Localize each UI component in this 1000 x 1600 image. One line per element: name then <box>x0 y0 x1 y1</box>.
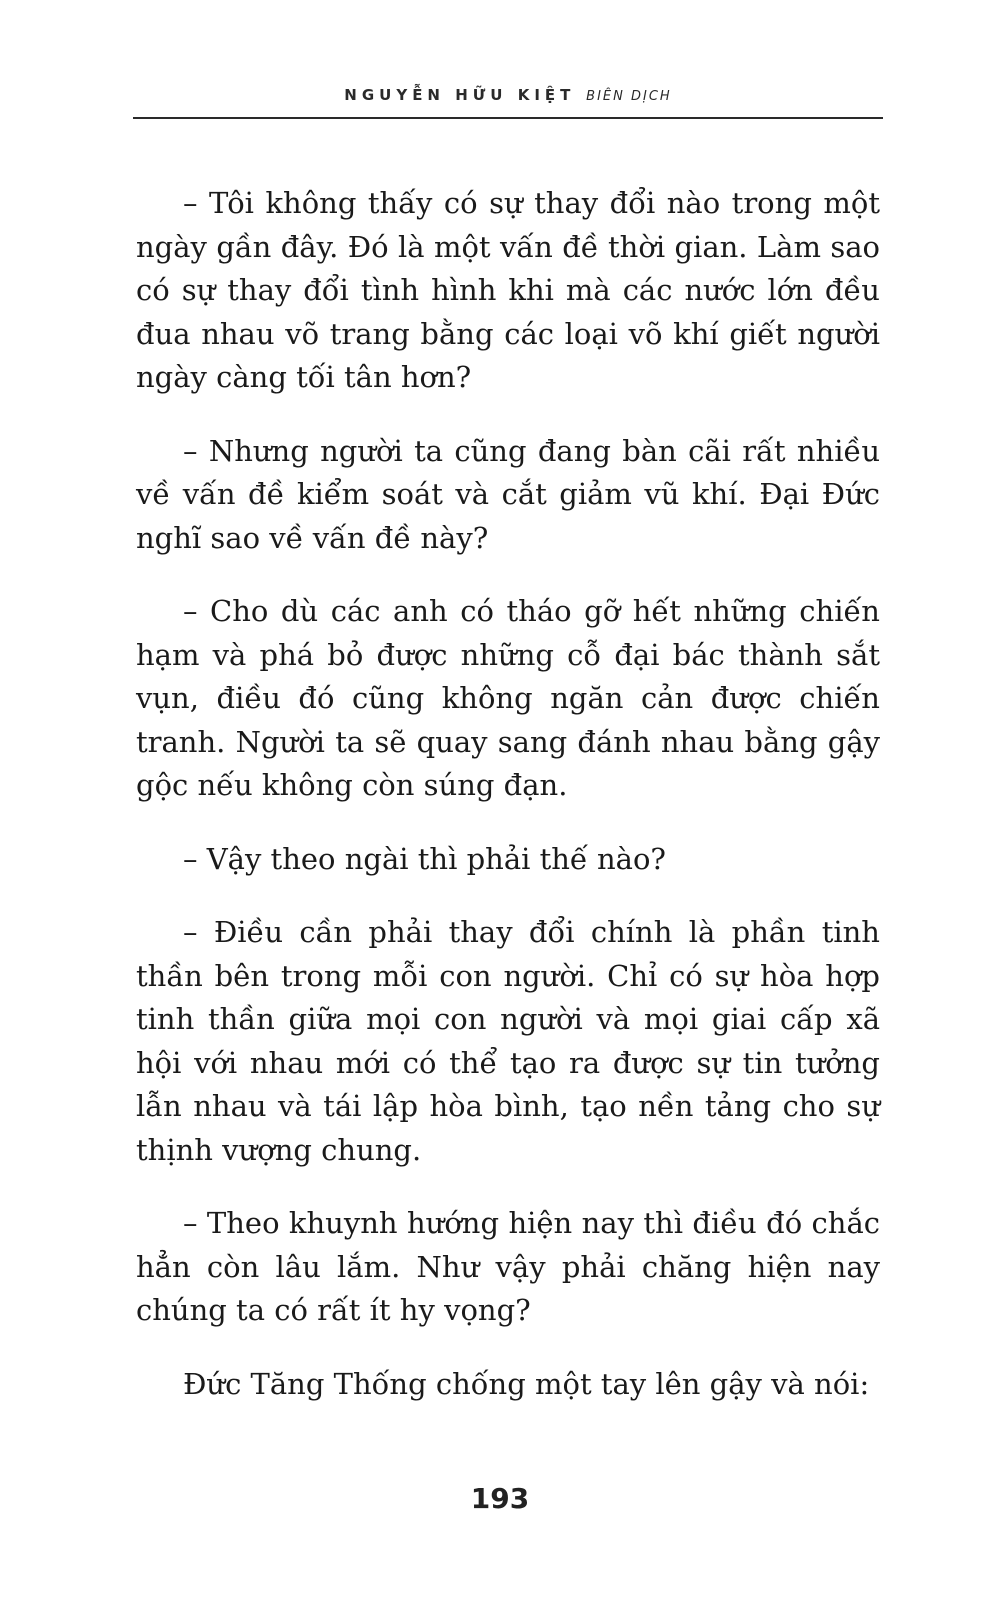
paragraph: – Điều cần phải thay đổi chính là phần tinh thần bên trong mỗi con người. Chỉ có sự hòa hợp tinh thần giữa mọi con người và mọi giai cấp xã hội với nhau mới có thể tạo ra được sự tin tưởng lẫn nhau và tái lập hòa bình, tạo nền tảng cho sự thịnh vượng chung. <box>136 915 880 1167</box>
paragraph: – Cho dù các anh có tháo gỡ hết những chiến hạm và phá bỏ được những cỗ đại bác thành sắt vụn, điều đó cũng không ngăn cản được chiến tranh. Người ta sẽ quay sang đánh nhau bằng gậy gộc nếu không còn súng đạn. <box>136 594 880 802</box>
running-header <box>133 86 883 104</box>
paragraph: – Tôi không thấy có sự thay đổi nào trong một ngày gần đây. Đó là một vấn đề thời gian. Làm sao có sự thay đổi tình hình khi mà các nước lớn đều đua nhau võ trang bằng các loại võ khí giết người ngày càng tối tân hơn? <box>136 186 880 394</box>
page-number: 193 <box>470 1482 530 1515</box>
paragraph: – Nhưng người ta cũng đang bàn cãi rất nhiều về vấn đề kiểm soát và cắt giảm vũ khí. Đại Đức nghĩ sao về vấn đề này? <box>136 433 880 555</box>
paragraph: – Theo khuynh hướng hiện nay thì điều đó chắc hẳn còn lâu lắm. Như vậy phải chăng hiện nay chúng ta có rất ít hy vọng? <box>136 1206 880 1327</box>
paragraph: Đức Tăng Thống chống một tay lên gậy và nói: <box>183 1366 870 1401</box>
paragraph: – Vậy theo ngài thì phải thế nào? <box>183 841 666 876</box>
page-body <box>136 182 880 1436</box>
header-divider <box>133 117 883 119</box>
header-author: NGUYỄN HỮU KIỆT <box>344 86 576 104</box>
header-role: BIÊN DỊCH <box>586 89 672 104</box>
